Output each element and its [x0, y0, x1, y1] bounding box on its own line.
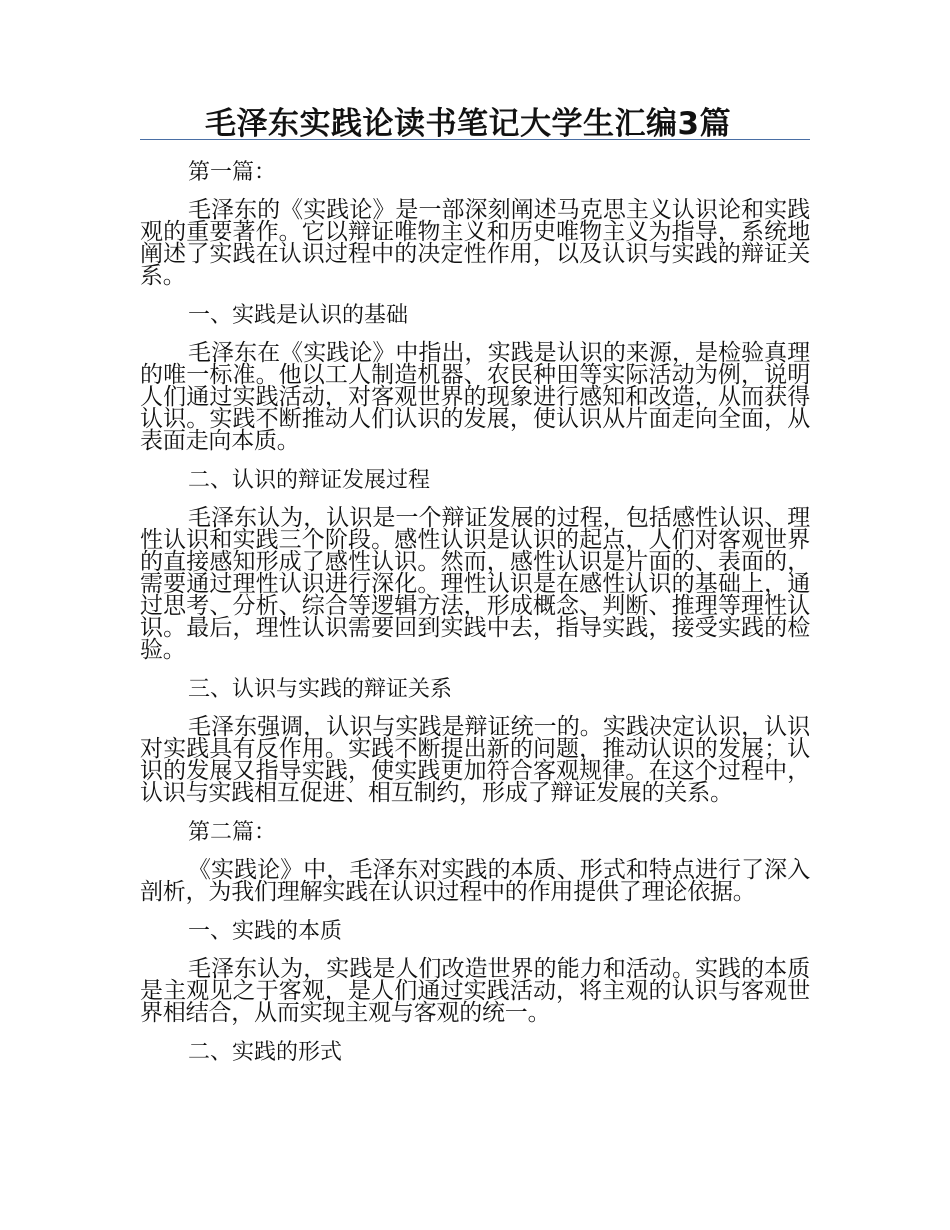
paragraph-dialectical-process: 毛泽东认为，认识是一个辩证发展的过程，包括感性认识、理性认识和实践三个阶段。感性认识是认识的起点，人们对客观世界的直接感知形成了感性认识。然而，感性认识是片面的、表面的，需要通过理性认识进行深化。理性认识是在感性认识的基础上，通过思考、分析、综合等逻辑方法，形成概念、判断、推理等理性认识。最后，理性认识需要回到实践中去，指导实践，接受实践的检验。	[140, 505, 810, 663]
spacer	[140, 452, 810, 466]
paragraph-intro: 毛泽东的《实践论》是一部深刻阐述马克思主义认识论和实践观的重要著作。它以辩证唯物主义和历史唯物主义为指导，系统地阐述了实践在认识过程中的决定性作用，以及认识与实践的辩证关系。	[140, 197, 810, 289]
paragraph-practice-basis: 毛泽东在《实践论》中指出，实践是认识的来源，是检验真理的唯一标准。他以工人制造机器、农民种田等实际活动为例，说明人们通过实践活动，对客观世界的现象进行感知和改造，从而获得认识。实践不断推动人们认识的发展，使认识从片面走向全面，从表面走向本质。	[140, 340, 810, 454]
spacer	[140, 1024, 810, 1038]
spacer	[140, 903, 810, 917]
section-heading-practice-basis: 一、实践是认识的基础	[188, 303, 409, 328]
paragraph-dialectical-relation: 毛泽东强调，认识与实践是辩证统一的。实践决定认识，认识对实践具有反作用。实践不断提出新的问题，推动认识的发展；认识的发展又指导实践，使实践更加符合客观规律。在这个过程中，认识与实践相互促进、相互制约，形成了辩证发展的关系。	[140, 714, 810, 806]
document-title: 毛泽东实践论读书笔记大学生汇编3篇	[205, 106, 732, 142]
section-heading-practice-essence: 一、实践的本质	[188, 919, 343, 944]
spacer	[140, 661, 810, 675]
paragraph-practice-essence: 毛泽东认为，实践是人们改造世界的能力和活动。实践的本质是主观见之于客观，是人们通过实践活动，将主观的认识与客观世界相结合，从而实现主观与客观的统一。	[140, 956, 810, 1026]
section-heading-practice-forms: 二、实践的形式	[188, 1040, 343, 1065]
title-underline	[140, 139, 810, 140]
document-body	[140, 158, 810, 1068]
section-heading-part-one: 第一篇：	[188, 160, 277, 185]
spacer	[140, 804, 810, 818]
paragraph-part-two-intro: 《实践论》中，毛泽东对实践的本质、形式和特点进行了深入剖析，为我们理解实践在认识过程中的作用提供了理论依据。	[140, 857, 810, 905]
section-heading-dialectical-relation: 三、认识与实践的辩证关系	[188, 677, 453, 702]
section-heading-dialectical-process: 二、认识的辩证发展过程	[188, 468, 431, 493]
section-heading-part-two: 第二篇：	[188, 820, 277, 845]
spacer	[140, 287, 810, 301]
